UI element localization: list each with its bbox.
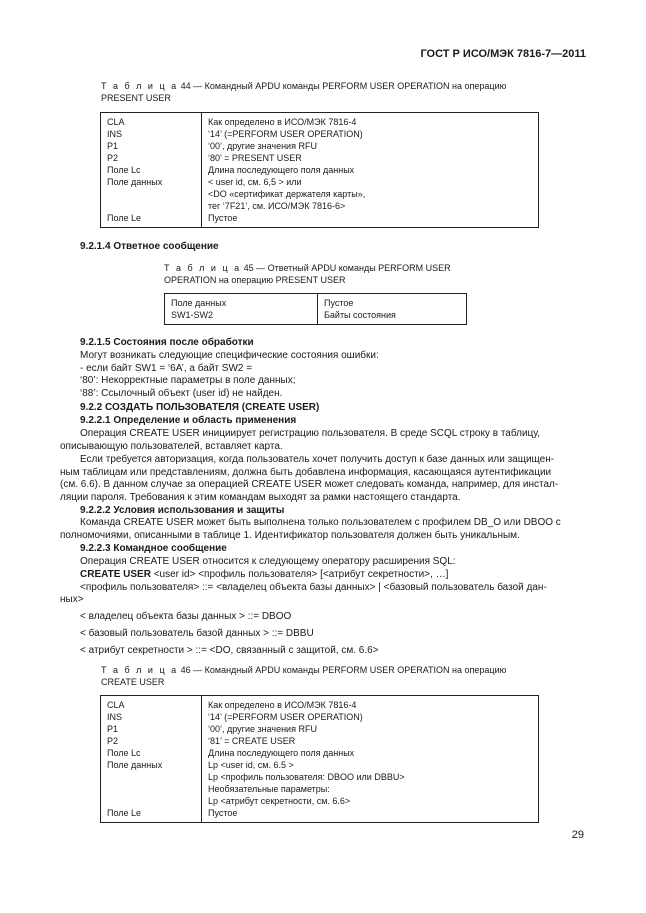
paragraph-authorization: Если требуется авторизация, когда пользователь хочет получить доступ к базе данных или защищен- ным таблицам или представлениям, должна быть добавлена информация, касающаяся аутентификации (см. 6.6). В данном случае за операцией CREATE USER может следовать команда, например, для инстал- ляции пароля. Требования к этим командам выходят за рамки настоящего стандарта. xyxy=(60,454,559,503)
table44-label: Т а б л и ц а xyxy=(101,81,179,91)
table45-caption-line2: OPERATION на операцию PRESENT USER xyxy=(164,275,346,285)
table44-caption xyxy=(101,80,546,104)
table45 xyxy=(164,293,467,325)
table44-caption-line2: PRESENT USER xyxy=(101,93,171,103)
table45-col1: Поле данных SW1-SW2 xyxy=(165,294,318,325)
paragraph-create-user-definition: Операция CREATE USER инициирует регистрацию пользователя. В среде SCQL строку в таблицу, описывающую пользователей, вставляет карта. xyxy=(60,428,541,452)
table45-caption xyxy=(164,262,494,286)
rule-db-basic-user: < базовый пользователь базой данных > ::= DBBU xyxy=(80,628,314,639)
table45-col2: Пустое Байты состояния xyxy=(318,294,467,325)
syntax-arguments: <user id> <профиль пользователя> [<атрибут секретности>, …] xyxy=(150,569,449,580)
rule-user-profile-cont: ных> xyxy=(60,594,84,605)
table46-caption-text: 46 — Командный APDU команды PERFORM USER OPERATION на операцию xyxy=(180,665,507,675)
table45-caption-text: 45 — Ответный APDU команды PERFORM USER xyxy=(243,263,451,273)
table46-col2: Как определено в ИСО/МЭК 7816-4 ‘14’ (=PERFORM USER OPERATION) ‘00’, другие значения RFU ‘81’ = CREATE USER Длина последующего поля данных Lp <user id, см. 6.5 > Lp <профиль пользователя: DBOO или DBBU> Необязательные параметры: Lp <атрибут секретности, см. 6.6> Пустое xyxy=(202,696,539,823)
table46-label: Т а б л и ц а xyxy=(101,665,179,675)
section-9-2-2-2-heading: 9.2.2.2 Условия использования и защиты xyxy=(80,505,285,516)
table46-caption xyxy=(101,664,546,688)
table44 xyxy=(100,112,539,228)
error-conditions: Могут возникать следующие специфические состояния ошибки: - если байт SW1 = ‘6A’, а байт SW2 = ‘80’: Некорректные параметры в поле данных; ‘88’: Ссылочный объект (user id) не найден. xyxy=(80,350,379,399)
table46 xyxy=(100,695,539,823)
table46-col1: CLA INS P1 P2 Поле Lc Поле данных Поле Le xyxy=(101,696,202,823)
rule-user-profile: <профиль пользователя> ::= <владелец объекта базы данных> | <базовый пользователь базой дан- xyxy=(80,582,547,593)
syntax-keyword: CREATE USER xyxy=(80,569,151,580)
paragraph-sql-statement: Операция CREATE USER относится к следующему оператору расширения SQL: xyxy=(80,556,456,567)
standard-header: ГОСТ Р ИСО/МЭК 7816-7—2011 xyxy=(420,48,586,60)
table45-label: Т а б л и ц а xyxy=(164,263,242,273)
table44-caption-text: 44 — Командный APDU команды PERFORM USER OPERATION на операцию xyxy=(180,81,507,91)
section-9-2-2-3-heading: 9.2.2.3 Командное сообщение xyxy=(80,543,227,554)
syntax-create-user xyxy=(80,569,448,582)
table46-caption-line2: CREATE USER xyxy=(101,677,165,687)
rule-security-attribute: < атрибут секретности > ::= <DO, связанный с защитой, см. 6.6> xyxy=(80,645,379,656)
table44-col2: Как определено в ИСО/МЭК 7816-4 ‘14’ (=PERFORM USER OPERATION) ‘00’, другие значения RFU ‘80’ = PRESENT USER Длина последующего поля данных < user id, см. 6,5 > или <DO «сертификат держателя карты», тег ‘7F21’, см. ИСО/МЭК 7816-6> Пустое xyxy=(202,113,539,228)
table44-col1: CLA INS P1 P2 Поле Lc Поле данных Поле Le xyxy=(101,113,202,228)
section-9-2-2-heading: 9.2.2 СОЗДАТЬ ПОЛЬЗОВАТЕЛЯ (CREATE USER) xyxy=(80,402,320,413)
rule-db-owner: < владелец объекта базы данных > ::= DBOO xyxy=(80,611,292,622)
section-9-2-1-5-heading: 9.2.1.5 Состояния после обработки xyxy=(80,337,254,348)
paragraph-usage-conditions: Команда CREATE USER может быть выполнена только пользователем с профилем DB_O или DBOO с полномочиями, описанными в таблице 1. Идентификатор пользователя должен быть уникальным. xyxy=(60,517,561,541)
page-number: 29 xyxy=(571,829,584,841)
section-9-2-2-1-heading: 9.2.2.1 Определение и область применения xyxy=(80,415,297,426)
section-9-2-1-4-heading: 9.2.1.4 Ответное сообщение xyxy=(80,241,219,252)
